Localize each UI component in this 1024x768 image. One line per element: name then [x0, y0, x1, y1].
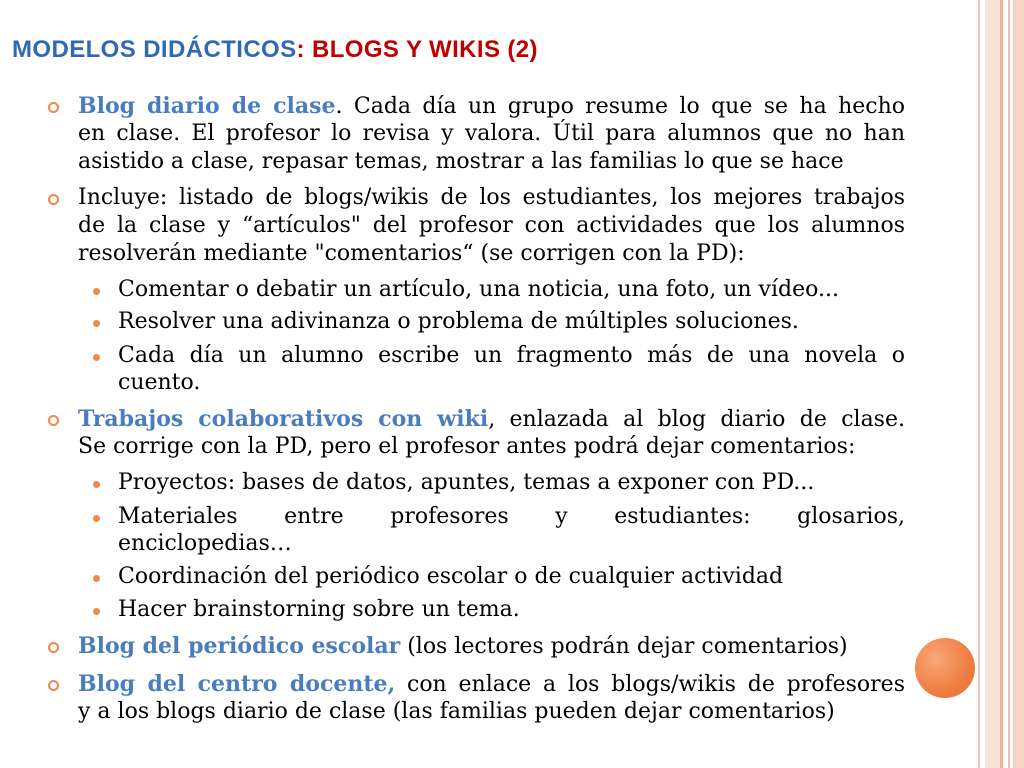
sub-bullet-line: Comentar o debatir un artículo, una noticia, una foto, un vídeo... [118, 277, 839, 302]
dot-bullet-icon [93, 575, 100, 582]
paragraph-line: asistido a clase, repasar temas, mostrar a las familias lo que se hace [78, 149, 844, 174]
border-stripe [1013, 0, 1024, 768]
dot-bullet-icon [93, 515, 100, 522]
dot-bullet-icon [93, 608, 100, 615]
paragraph-line: de la clase y “artículos" del profesor con actividades que los alumnos [78, 213, 905, 238]
dot-bullet-icon [93, 354, 100, 361]
paragraph-line [78, 670, 905, 698]
highlighted-term: Blog diario de clase [78, 93, 336, 119]
line-text: . Cada día un grupo resume lo que se ha hecho [335, 94, 905, 119]
border-stripe [978, 0, 980, 768]
dot-bullet-icon [93, 481, 100, 488]
ring-bullet-icon [48, 194, 59, 205]
line-text: con enlace a los blogs/wikis de profesores [395, 672, 905, 697]
dot-bullet-icon [93, 288, 100, 295]
sub-bullet-line: cuento. [118, 370, 201, 395]
highlighted-term: Blog del periódico escolar [78, 633, 401, 659]
border-stripe [1000, 0, 1003, 768]
sub-bullet-line: Resolver una adivinanza o problema de múltiples soluciones. [118, 309, 799, 334]
sub-bullet-line: Materiales entre profesores y estudiantes: glosarios, [118, 504, 905, 529]
orange-circle-decoration [915, 638, 975, 698]
sub-bullet-line: Proyectos: bases de datos, apuntes, temas a exponer con PD... [118, 470, 815, 495]
paragraph-line: Incluye: listado de blogs/wikis de los estudiantes, los mejores trabajos [78, 185, 905, 210]
sub-bullet-line: Cada día un alumno escribe un fragmento más de una novela o [118, 343, 905, 368]
paragraph-line: y a los blogs diario de clase (las familias pueden dejar comentarios) [78, 699, 835, 724]
paragraph-line: Se corrige con la PD, pero el profesor antes podrá dejar comentarios: [78, 434, 856, 459]
border-stripe [1008, 0, 1010, 768]
dot-bullet-icon [93, 320, 100, 327]
ring-bullet-icon [48, 415, 59, 426]
line-text: , enlazada al blog diario de clase. [488, 407, 905, 432]
paragraph-line [78, 405, 905, 433]
ring-bullet-icon [48, 102, 59, 113]
highlighted-term: Blog del centro docente, [78, 671, 396, 697]
title-main: MODELOS DIDÁCTICOS [12, 36, 297, 63]
ring-bullet-icon [48, 642, 59, 653]
slide-title [12, 36, 538, 64]
sub-bullet-line: Hacer brainstorning sobre un tema. [118, 597, 520, 622]
paragraph-line [78, 632, 905, 660]
paragraph-line: en clase. El profesor lo revisa y valora. Útil para alumnos que no han [78, 121, 905, 146]
paragraph-line [78, 92, 905, 120]
line-text: (los lectores podrán dejar comentarios) [400, 634, 848, 659]
ring-bullet-icon [48, 680, 59, 691]
paragraph-line: resolverán mediante "comentarios“ (se corrigen con la PD): [78, 241, 745, 266]
border-stripe [985, 0, 1000, 768]
sub-bullet-line: Coordinación del periódico escolar o de cualquier actividad [118, 564, 784, 589]
sub-bullet-line: enciclopedias… [118, 531, 292, 556]
highlighted-term: Trabajos colaborativos con wiki [78, 406, 489, 432]
title-subtitle: : BLOGS Y WIKIS (2) [296, 36, 538, 63]
